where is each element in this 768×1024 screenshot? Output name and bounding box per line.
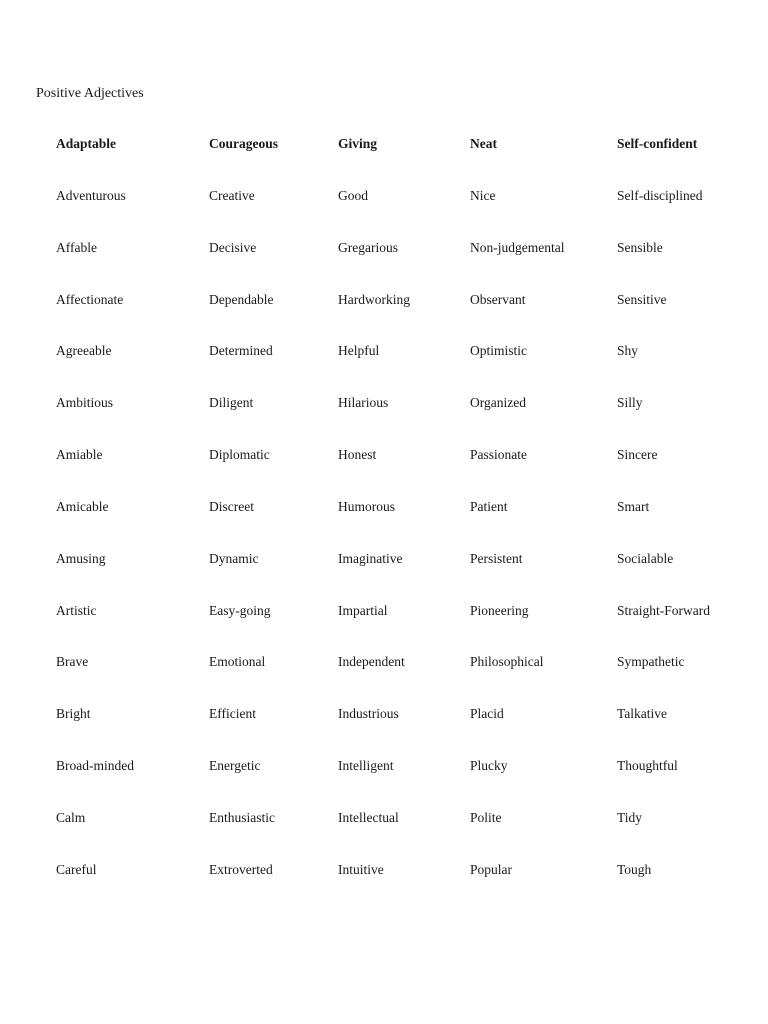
table-row (56, 550, 756, 602)
table-cell: Gregarious (338, 239, 398, 255)
header-cell: Adaptable (56, 136, 117, 151)
table-cell: Tidy (617, 809, 643, 825)
table-cell: Persistent (470, 550, 523, 566)
table-cell: Smart (617, 498, 650, 514)
table-cell: Diplomatic (209, 447, 270, 463)
table-row (56, 342, 756, 394)
table-cell: Dependable (209, 291, 274, 307)
table-cell: Imaginative (338, 550, 403, 566)
table-cell: Hilarious (338, 395, 389, 411)
header-cell: Giving (338, 136, 378, 151)
table-cell: Determined (209, 343, 273, 359)
table-cell: Creative (209, 187, 255, 203)
table-cell: Efficient (209, 706, 256, 722)
table-cell: Optimistic (470, 343, 527, 359)
table-cell: Shy (617, 343, 639, 359)
table-cell: Independent (338, 654, 405, 670)
table-header-row (56, 135, 756, 187)
table-cell: Good (338, 187, 368, 203)
table-row (56, 809, 756, 861)
table-cell: Patient (470, 498, 508, 514)
table-row (56, 446, 756, 498)
table-cell: Intelligent (338, 758, 394, 774)
table-cell: Easy-going (209, 602, 271, 618)
table-cell: Pioneering (470, 602, 529, 618)
header-cell: Neat (470, 136, 497, 151)
table-cell: Helpful (338, 343, 380, 359)
table-cell: Bright (56, 706, 91, 722)
table-row (56, 498, 756, 550)
table-row (56, 602, 756, 654)
table-cell: Honest (338, 447, 377, 463)
table-row (56, 705, 756, 757)
table-cell: Self-disciplined (617, 187, 703, 203)
table-cell: Straight-Forward (617, 602, 710, 618)
table-cell: Ambitious (56, 395, 114, 411)
table-cell: Placid (470, 706, 504, 722)
adjective-table (56, 135, 756, 913)
table-cell: Hardworking (338, 291, 410, 307)
table-cell: Decisive (209, 239, 257, 255)
table-cell: Popular (470, 861, 512, 877)
table-cell: Energetic (209, 758, 261, 774)
table-row (56, 757, 756, 809)
table-cell: Amicable (56, 498, 109, 514)
table-cell: Sympathetic (617, 654, 685, 670)
table-cell: Intuitive (338, 861, 384, 877)
table-row (56, 239, 756, 291)
table-cell: Silly (617, 395, 643, 411)
document-title: Positive Adjectives (36, 86, 144, 101)
table-row (56, 653, 756, 705)
table-row (56, 394, 756, 446)
table-cell: Polite (470, 809, 502, 825)
table-cell: Affectionate (56, 291, 124, 307)
table-cell: Industrious (338, 706, 399, 722)
table-cell: Careful (56, 861, 97, 877)
table-cell: Artistic (56, 602, 97, 618)
table-cell: Impartial (338, 602, 388, 618)
table-cell: Agreeable (56, 343, 112, 359)
table-cell: Nice (470, 187, 496, 203)
table-cell: Enthusiastic (209, 809, 275, 825)
table-cell: Amiable (56, 447, 103, 463)
table-cell: Calm (56, 809, 86, 825)
table-cell: Non-judgemental (470, 239, 565, 255)
header-cell: Courageous (209, 136, 279, 151)
table-cell: Sensible (617, 239, 663, 255)
table-cell: Brave (56, 654, 89, 670)
table-cell: Philosophical (470, 654, 544, 670)
table-cell: Observant (470, 291, 526, 307)
table-cell: Socialable (617, 550, 674, 566)
table-cell: Diligent (209, 395, 254, 411)
table-row (56, 861, 756, 913)
table-cell: Organized (470, 395, 526, 411)
table-cell: Tough (617, 861, 652, 877)
table-cell: Extroverted (209, 861, 273, 877)
table-cell: Passionate (470, 447, 527, 463)
table-cell: Discreet (209, 498, 254, 514)
table-row (56, 187, 756, 239)
table-cell: Dynamic (209, 550, 259, 566)
table-cell: Humorous (338, 498, 395, 514)
table-cell: Plucky (470, 758, 508, 774)
table-cell: Affable (56, 239, 97, 255)
table-cell: Broad-minded (56, 758, 134, 774)
table-cell: Intellectual (338, 809, 399, 825)
table-cell: Sincere (617, 447, 658, 463)
header-cell: Self-confident (617, 136, 698, 151)
table-cell: Emotional (209, 654, 266, 670)
table-cell: Thoughtful (617, 758, 678, 774)
table-cell: Talkative (617, 706, 668, 722)
table-cell: Adventurous (56, 187, 126, 203)
table-cell: Sensitive (617, 291, 667, 307)
table-row (56, 291, 756, 343)
table-cell: Amusing (56, 550, 106, 566)
